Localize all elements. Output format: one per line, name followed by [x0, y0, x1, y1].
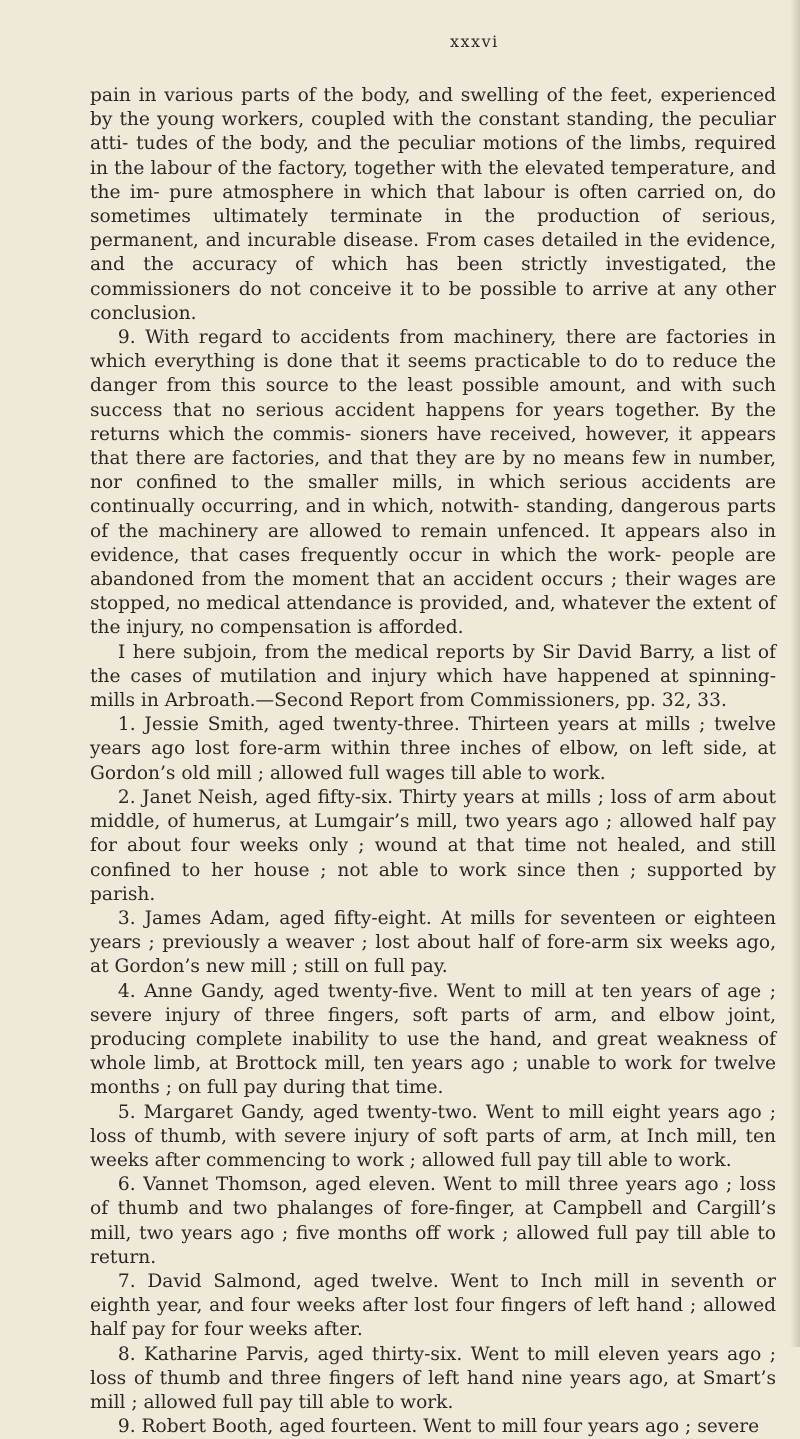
case-7: 7. David Salmond, aged twelve. Went to Inch mill in seventh or eighth year, and four weeks after lost four fingers of left hand ; allowed half pay for four weeks after. — [90, 1270, 776, 1341]
case-8: 8. Katharine Parvis, aged thirty-six. Went to mill eleven years ago ; loss of thumb and three fingers of left hand nine years ago, at Smart’s mill ; allowed full pay till able to work. — [90, 1343, 776, 1413]
paragraph-accidents: 9. With regard to accidents from machinery, there are factories in which everything is done that it seems practicable to do to reduce the danger from this source to the least possible amount, and with such success that no serious accident happens for years together. By the returns which the commis- sioners have received, however, it appears that there are factories, and that they are by no means few in number, nor confined to the smaller mills, in which serious accidents are continually occurring, and in which, notwith- standing, dangerous parts of the machinery are allowed to remain unfenced. It appears also in evidence, that cases frequently occur in which the work- people are abandoned from the moment that an accident occurs ; their wages are stopped, no medical attendance is provided, and, whatever the extent of the injury, no compensation is afforded. — [90, 327, 776, 639]
case-1: 1. Jessie Smith, aged twenty-three. Thirteen years at mills ; twelve years ago lost fore-arm within three inches of elbow, on left side, at Gordon’s old mill ; allowed full wages till able to work. — [90, 714, 776, 784]
case-3: 3. James Adam, aged fifty-eight. At mills for seventeen or eighteen years ; previously a weaver ; lost about half of fore-arm six weeks ago, at Gordon’s new mill ; still on full pay. — [90, 907, 776, 978]
body-text — [90, 84, 776, 1439]
case-9: 9. Robert Booth, aged fourteen. Went to mill four years ago ; severe — [117, 1416, 760, 1438]
case-4: 4. Anne Gandy, aged twenty-five. Went to mill at ten years of age ; severe injury of three fingers, soft parts of arm, and elbow joint, producing complete inability to use the hand, and great weakness of whole limb, at Brottock mill, ten years ago ; unable to work for twelve months ; on full pay during that time. — [90, 980, 776, 1099]
paragraph-subjoin-list: I here subjoin, from the medical reports by Sir David Barry, a list of the cases of mutilation and injury which have happened at spinning-mills in Arbroath.—Second Report from Commissioners, pp. 32, 33. — [90, 641, 776, 712]
case-6: 6. Vannet Thomson, aged eleven. Went to mill three years ago ; loss of thumb and two phalanges of fore-finger, at Campbell and Cargill’s mill, two years ago ; five months off work ; allowed full pay till able to return. — [90, 1174, 776, 1268]
page-number: xxxvi — [450, 32, 499, 51]
paragraph-continuation: pain in various parts of the body, and swelling of the feet, experienced by the young workers, coupled with the constant standing, the peculiar atti- tudes of the body, and the peculiar motions of the limbs, required in the labour of the factory, together with the elevated temperature, and the im- pure atmosphere in which that labour is often carried on, do sometimes ultimately terminate in the production of serious, permanent, and incurable disease. From cases detailed in the evidence, and the accuracy of which has been strictly investigated, the commissioners do not conceive it to be possible to arrive at any other conclusion. — [90, 85, 776, 324]
case-5: 5. Margaret Gandy, aged twenty-two. Went to mill eight years ago ; loss of thumb, with severe injury of soft parts of arm, at Inch mill, ten weeks after commencing to work ; allowed full pay till able to work. — [90, 1101, 776, 1171]
case-2: 2. Janet Neish, aged fifty-six. Thirty years at mills ; loss of arm about middle, of humerus, at Lumgair’s mill, two years ago ; allowed half pay for about four weeks only ; wound at that time not healed, and still confined to her house ; not able to work since then ; supported by parish. — [90, 786, 776, 905]
